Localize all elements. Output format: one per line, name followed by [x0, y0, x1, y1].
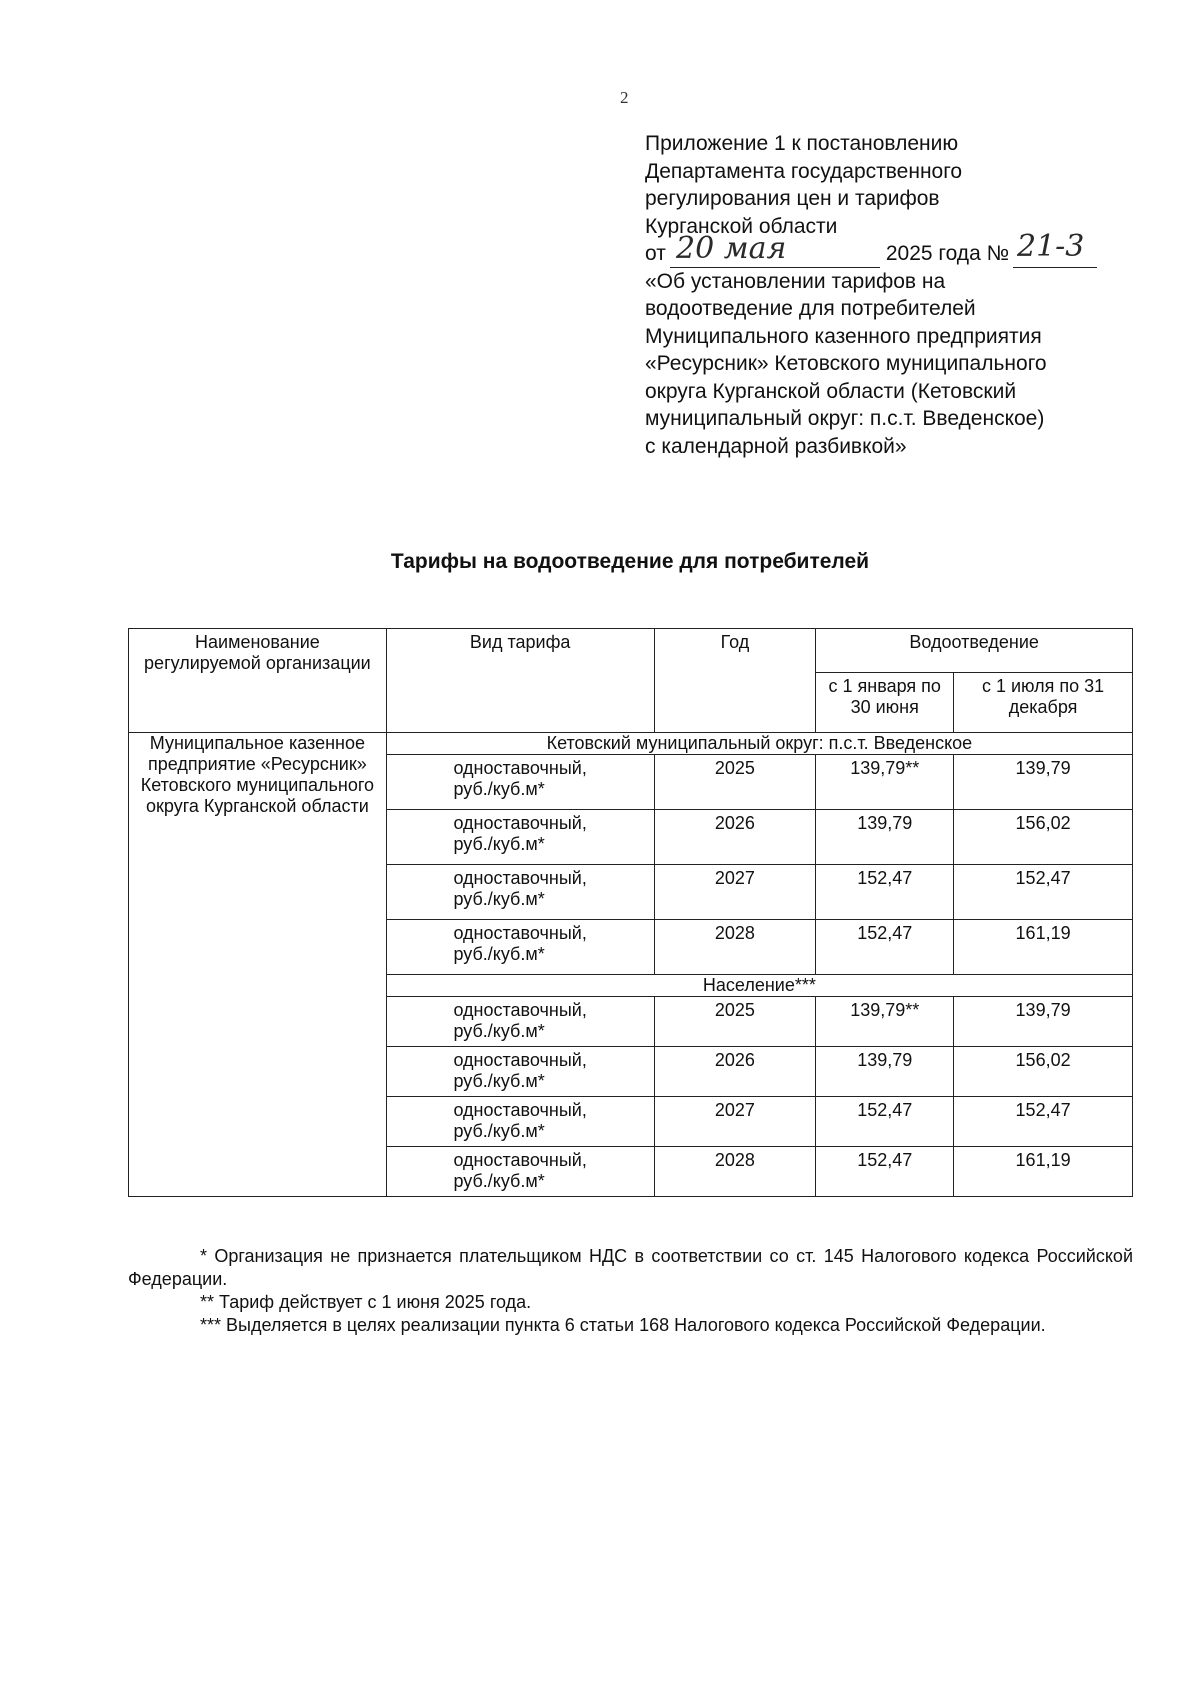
kind-cell [386, 920, 654, 975]
handwritten-date-text: 20 мая [675, 230, 787, 266]
half1-cell: 152,47 [816, 1147, 954, 1197]
header-line: Департамента государственного [645, 159, 963, 183]
kind-line: одноставочный, [453, 813, 587, 833]
half2-cell: 156,02 [954, 810, 1133, 865]
handwritten-date [670, 230, 880, 268]
kind-line: руб./куб.м* [453, 1071, 545, 1091]
year-cell: 2025 [654, 755, 816, 810]
kind-line: руб./куб.м* [453, 889, 545, 909]
year-cell: 2028 [654, 1147, 816, 1197]
header-service: Водоотведение [816, 629, 1133, 673]
header-half2: с 1 июля по 31 декабря [954, 673, 1133, 733]
header-line: Курганской области [645, 214, 838, 238]
kind-line: одноставочный, [453, 1150, 587, 1170]
header-org: Наименование регулируемой организации [129, 629, 387, 733]
year-cell: 2027 [654, 1097, 816, 1147]
section-label: Кетовский муниципальный округ: п.с.т. Введенское [386, 733, 1132, 755]
kind-cell [386, 865, 654, 920]
kind-line: одноставочный, [453, 1000, 587, 1020]
kind-line: одноставочный, [453, 758, 587, 778]
kind-cell [386, 755, 654, 810]
header-year: Год [654, 629, 816, 733]
kind-line: одноставочный, [453, 1050, 587, 1070]
kind-line: руб./куб.м* [453, 834, 545, 854]
half2-cell: 139,79 [954, 755, 1133, 810]
kind-cell [386, 997, 654, 1047]
half1-cell: 139,79 [816, 1047, 954, 1097]
header-line: регулирования цен и тарифов [645, 187, 940, 210]
half1-cell: 139,79** [816, 755, 954, 810]
kind-line: руб./куб.м* [453, 779, 545, 799]
footnotes [128, 1245, 1133, 1337]
footnote: ** Тариф действует с 1 июня 2025 года. [200, 1292, 532, 1312]
half2-cell: 139,79 [954, 997, 1133, 1047]
half1-cell: 152,47 [816, 920, 954, 975]
section-label: Население*** [386, 975, 1132, 997]
year-cell: 2026 [654, 810, 816, 865]
kind-cell [386, 1147, 654, 1197]
handwritten-number-text: 21-3 [1017, 228, 1085, 264]
half2-cell: 161,19 [954, 920, 1133, 975]
header-half1: с 1 января по 30 июня [816, 673, 954, 733]
kind-line: руб./куб.м* [453, 1121, 545, 1141]
half2-cell: 156,02 [954, 1047, 1133, 1097]
date-prefix: от [645, 242, 666, 265]
half1-cell: 152,47 [816, 1097, 954, 1147]
kind-line: руб./куб.м* [453, 1171, 545, 1191]
footnote: * Организация не признается плательщиком НДС в соответствии со ст. 145 Налогового кодекса Российской Федерации. [128, 1246, 1133, 1289]
half2-cell: 152,47 [954, 1097, 1133, 1147]
resolution-title-line: «Ресурсник» Кетовского муниципального [645, 352, 1047, 375]
resolution-title-line: Муниципального казенного предприятия [645, 324, 1042, 348]
appendix-header [645, 130, 1125, 460]
kind-cell [386, 1047, 654, 1097]
half2-cell: 161,19 [954, 1147, 1133, 1197]
half1-cell: 139,79** [816, 997, 954, 1047]
year-cell: 2025 [654, 997, 816, 1047]
half1-cell: 152,47 [816, 865, 954, 920]
resolution-title-line: с календарной разбивкой» [645, 434, 907, 458]
kind-cell [386, 1097, 654, 1147]
resolution-title-line: муниципальный округ: п.с.т. Введенское) [645, 407, 1045, 430]
header-kind: Вид тарифа [386, 629, 654, 733]
kind-cell [386, 810, 654, 865]
year-cell: 2026 [654, 1047, 816, 1097]
date-number-line [645, 228, 1125, 268]
kind-line: одноставочный, [453, 1100, 587, 1120]
handwritten-number [1013, 228, 1097, 268]
page-number: 2 [620, 88, 629, 107]
year-cell: 2028 [654, 920, 816, 975]
footnote: *** Выделяется в целях реализации пункта 6 статьи 168 Налогового кодекса Российской Федерации. [200, 1315, 1046, 1335]
half1-cell: 139,79 [816, 810, 954, 865]
year-cell: 2027 [654, 865, 816, 920]
resolution-title-line: округа Курганской области (Кетовский [645, 379, 1017, 403]
kind-line: руб./куб.м* [453, 944, 545, 964]
half2-cell: 152,47 [954, 865, 1133, 920]
document-title: Тарифы на водоотведение для потребителей [390, 550, 870, 573]
kind-line: одноставочный, [453, 923, 587, 943]
resolution-title-line: «Об установлении тарифов на [645, 269, 946, 293]
resolution-title-line: водоотведение для потребителей [645, 297, 976, 320]
year-text: 2025 года № [885, 242, 1010, 265]
organization-cell: Муниципальное казенное предприятие «Ресурсник» Кетовского муниципального округа Курганской области [129, 733, 387, 1197]
kind-line: одноставочный, [453, 868, 587, 888]
header-line: Приложение 1 к постановлению [645, 132, 959, 155]
kind-line: руб./куб.м* [453, 1021, 545, 1041]
tariff-table [128, 628, 1133, 1197]
